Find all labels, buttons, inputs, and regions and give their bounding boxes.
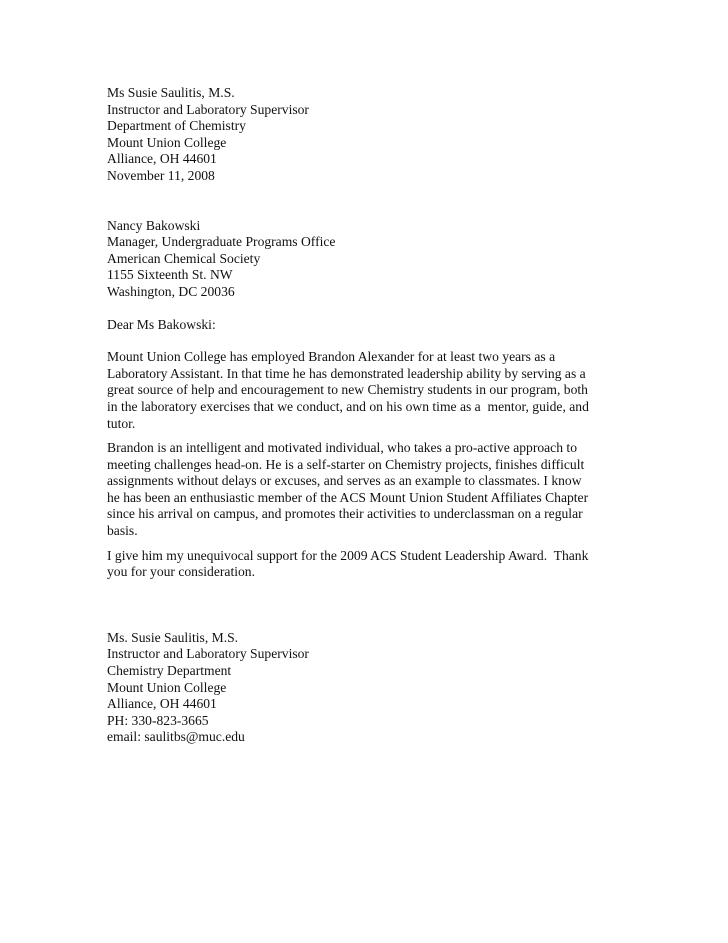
closing-spacer <box>107 589 627 630</box>
sender-address-block <box>107 85 627 185</box>
paragraph-line: great source of help and encouragement to new Chemistry students in our program, both <box>107 382 588 398</box>
recipient-organization: American Chemical Society <box>107 250 261 266</box>
signature-email: email: saulitbs@muc.edu <box>107 729 245 745</box>
recipient-city: Washington, DC 20036 <box>107 283 235 299</box>
signature-name: Ms. Susie Saulitis, M.S. <box>107 629 239 645</box>
body-paragraph-3 <box>107 548 627 581</box>
signature-institution: Mount Union College <box>107 679 227 695</box>
paragraph-line: Mount Union College has employed Brandon Alexander for at least two years as a <box>107 349 556 365</box>
paragraph-line: Brandon is an intelligent and motivated individual, who takes a pro-active approach to <box>107 440 577 456</box>
body-paragraph-2 <box>107 440 627 540</box>
sender-department: Department of Chemistry <box>107 118 246 134</box>
salutation-text: Dear Ms Bakowski: <box>107 316 216 332</box>
signature-city: Alliance, OH 44601 <box>107 696 217 712</box>
recipient-street: 1155 Sixteenth St. NW <box>107 267 233 283</box>
paragraph-line: he has been an enthusiastic member of the ACS Mount Union Student Affiliates Chapter <box>107 489 589 505</box>
paragraph-line: tutor. <box>107 415 136 431</box>
paragraph-line: Laboratory Assistant. In that time he has demonstrated leadership ability by serving as a <box>107 365 586 381</box>
recipient-title: Manager, Undergraduate Programs Office <box>107 234 336 250</box>
recipient-address-block <box>107 218 627 301</box>
recipient-name: Nancy Bakowski <box>107 217 201 233</box>
signature-phone: PH: 330-823-3665 <box>107 712 209 728</box>
signature-block <box>107 630 627 746</box>
paragraph-line: basis. <box>107 523 138 539</box>
paragraph-line: I give him my unequivocal support for the 2009 ACS Student Leadership Award. Thank <box>107 547 589 563</box>
paragraph-line: you for your consideration. <box>107 564 255 580</box>
paragraph-line: since his arrival on campus, and promotes their activities to underclassman on a regular <box>107 506 583 522</box>
sender-title: Instructor and Laboratory Supervisor <box>107 101 309 117</box>
salutation <box>107 317 627 334</box>
body-paragraph-1 <box>107 349 627 432</box>
paragraph-line: meeting challenges head-on. He is a self-starter on Chemistry projects, finishes difficult <box>107 456 585 472</box>
signature-department: Chemistry Department <box>107 663 232 679</box>
recommendation-letter <box>107 85 627 746</box>
letter-date: November 11, 2008 <box>107 167 215 183</box>
sender-city: Alliance, OH 44601 <box>107 151 217 167</box>
paragraph-line: in the laboratory exercises that we conduct, and on his own time as a mentor, guide, and <box>107 398 589 414</box>
paragraph-line: assignments without delays or excuses, and serves as an example to classmates. I know <box>107 473 582 489</box>
signature-title: Instructor and Laboratory Supervisor <box>107 646 309 662</box>
sender-name: Ms Susie Saulitis, M.S. <box>107 85 235 100</box>
sender-institution: Mount Union College <box>107 134 227 150</box>
